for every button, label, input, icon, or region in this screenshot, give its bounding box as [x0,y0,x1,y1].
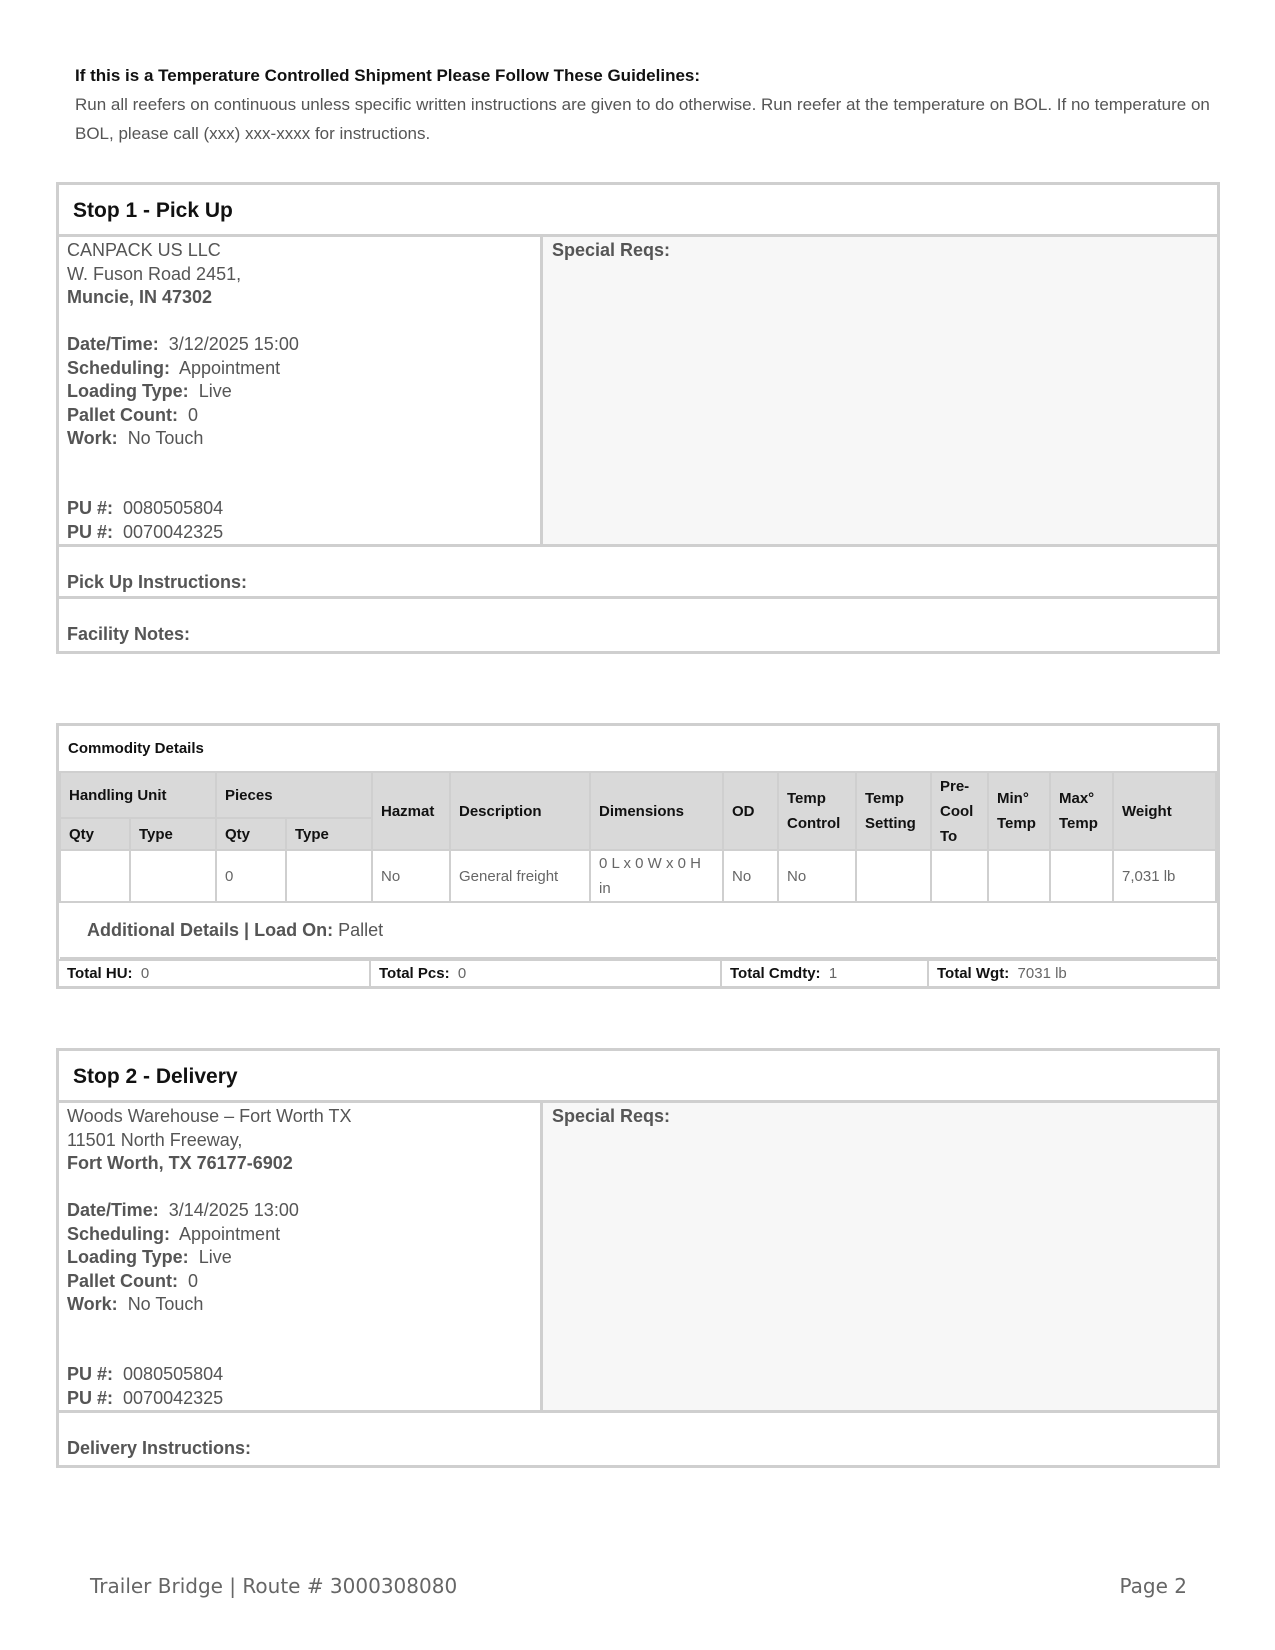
col-weight: Weight [1113,772,1216,850]
col-hazmat: Hazmat [372,772,450,850]
commodity-details [56,723,1220,989]
stop-2-datetime: Date/Time: 3/14/2025 13:00 [67,1200,299,1220]
stop-1-address-panel [59,237,543,544]
guidelines-text: Run all reefers on continuous unless specific written instructions are given to do otherwise. Run reefer at the temperature on BOL. If no temperature on BOL, please call (xxx) xxx-xxxx for instructions. [75,95,1210,143]
col-hu-type: Type [130,818,216,850]
stop-2-pu-number-1: PU #: 0080505804 [67,1364,224,1384]
footer-route: Trailer Bridge | Route # 3000308080 [90,1574,458,1598]
stop-2-loading-type: Loading Type: Live [67,1247,232,1267]
col-temp-control: Temp Control [778,772,856,850]
col-pieces: Pieces [216,772,372,818]
footer-page-number: Page 2 [1119,1574,1187,1598]
total-cmdty: Total Cmdty: 1 [722,961,929,986]
guidelines-title: If this is a Temperature Controlled Shipment Please Follow These Guidelines: [75,66,701,85]
col-description: Description [450,772,590,850]
total-pcs: Total Pcs: 0 [371,961,722,986]
stop-2-address-panel [59,1103,543,1410]
stop-2-title: Stop 2 - Delivery [59,1051,1217,1103]
stop-1-pickup-instructions: Pick Up Instructions: [59,547,1217,599]
additional-details: Additional Details | Load On: Pallet [60,902,1216,958]
col-temp-setting: Temp Setting [856,772,931,850]
col-od: OD [723,772,778,850]
stop-1-section [56,182,1220,654]
stop-1-pallet-count: Pallet Count: 0 [67,404,199,425]
stop-1-work: Work: No Touch [67,428,204,448]
total-wgt: Total Wgt: 7031 lb [937,965,1067,982]
col-min-temp: Min° Temp [988,772,1050,850]
stop-2-section [56,1048,1220,1468]
stop-2-work: Work: No Touch [67,1294,204,1314]
stop-2-delivery-instructions: Delivery Instructions: [67,1438,252,1458]
stop-1-pu-number-2: PU #: 0070042325 [67,521,224,542]
total-hu: Total HU: 0 [59,961,371,986]
stop-2-street: 11501 North Freeway, [67,1129,243,1150]
stop-1-street: W. Fuson Road 2451, [67,263,242,284]
stop-1-company: CANPACK US LLC [67,240,221,260]
commodity-title: Commodity Details [60,726,1216,772]
col-handling-unit: Handling Unit [60,772,216,818]
stop-1-loading-type: Loading Type: Live [67,381,232,401]
col-dimensions: Dimensions [590,772,723,850]
commodity-totals [59,959,1217,986]
col-pcs-type: Type [286,818,372,850]
stop-1-datetime: Date/Time: 3/12/2025 15:00 [67,334,299,354]
col-hu-qty: Qty [60,818,130,850]
stop-2-company: Woods Warehouse – Fort Worth TX [67,1106,352,1126]
table-row: 0 No General freight 0 L x 0 W x 0 H in No No 7,031 lb [60,850,1216,902]
col-max-temp: Max° Temp [1050,772,1113,850]
temperature-guidelines [75,64,1215,148]
stop-2-pu-number-2: PU #: 0070042325 [67,1387,224,1408]
stop-2-special-reqs: Special Reqs: [543,1103,1217,1410]
col-precool: Pre-Cool To [931,772,988,850]
stop-2-scheduling: Scheduling: Appointment [67,1223,281,1244]
stop-1-scheduling: Scheduling: Appointment [67,357,281,378]
col-pcs-qty: Qty [216,818,286,850]
stop-1-pu-number-1: PU #: 0080505804 [67,498,224,518]
stop-2-pallet-count: Pallet Count: 0 [67,1270,199,1291]
stop-1-facility-notes: Facility Notes: [67,624,191,644]
stop-1-title: Stop 1 - Pick Up [59,185,1217,237]
stop-1-city: Muncie, IN 47302 [67,287,213,307]
stop-2-city: Fort Worth, TX 76177-6902 [67,1153,293,1173]
stop-1-special-reqs: Special Reqs: [543,237,1217,544]
